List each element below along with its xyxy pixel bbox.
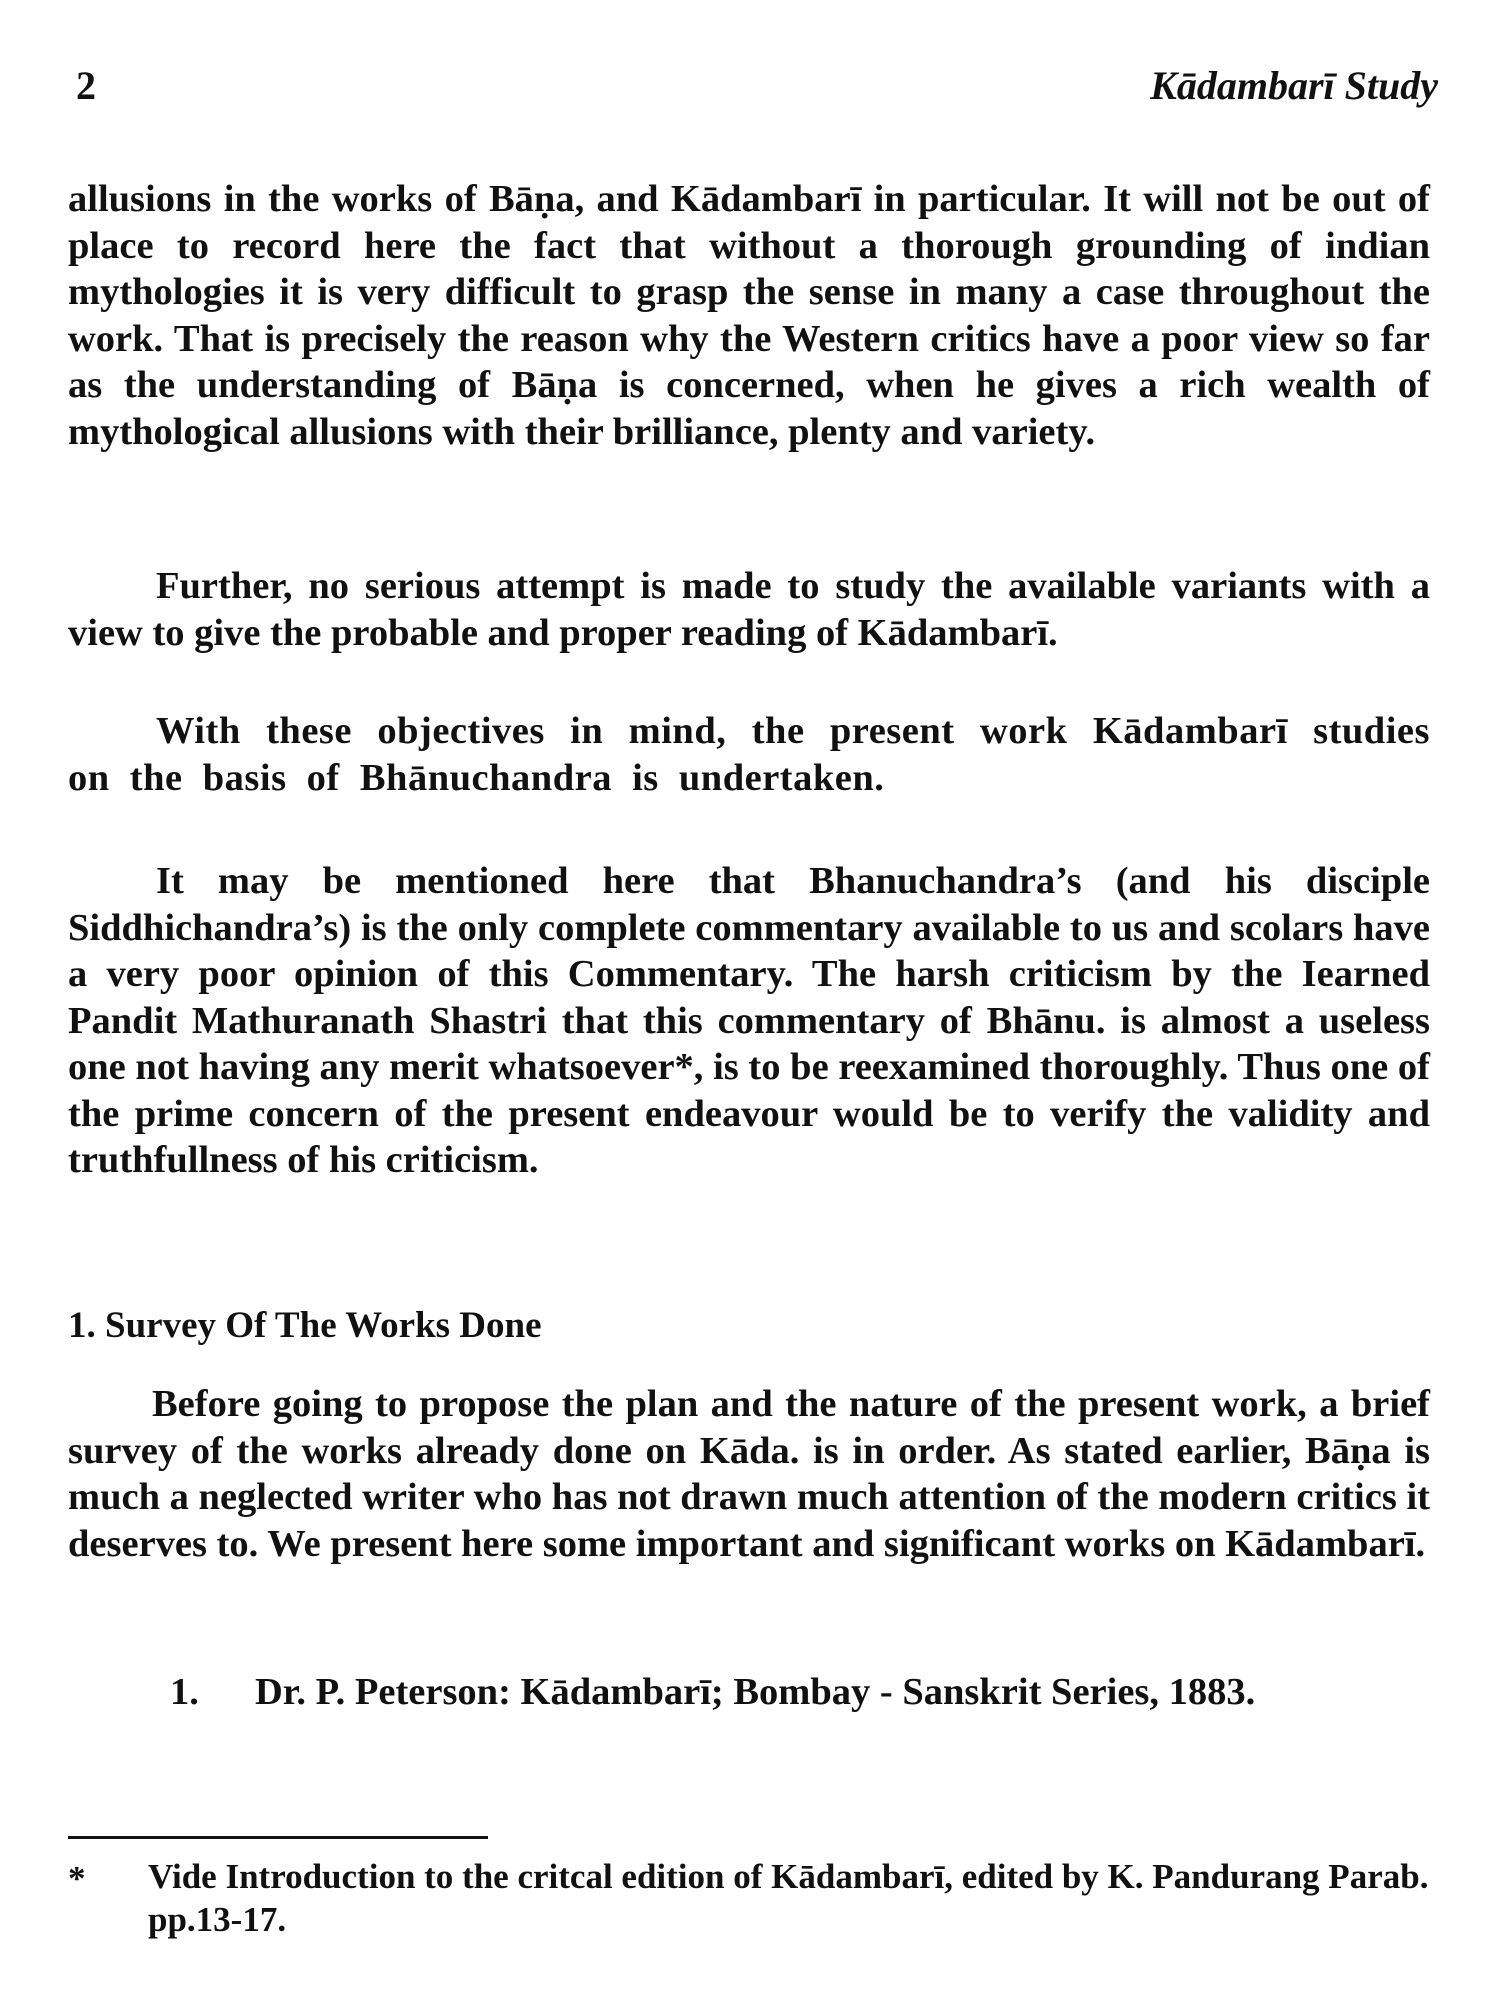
footnote-divider: [68, 1836, 488, 1839]
paragraph-1: allusions in the works of Bāṇa, and Kādambarī in particular. It will not be out of place to record here the fact that without a thorough grounding of indian mythologies it is very difficult to grasp the sense in many a case throughout the work. That is precisely the reason why the Western critics have a poor view so far as the understanding of Bāṇa is concerned, when he gives a rich wealth of mythological allusions with their brilliance, plenty and variety.: [68, 178, 1430, 453]
page-number: 2: [76, 63, 96, 108]
paragraph-2: Further, no serious attempt is made to study the available variants with a view to give the probable and proper reading of Kādambarī.: [68, 565, 1430, 654]
page-header: [76, 62, 1438, 122]
footnote-marker: *: [68, 1859, 86, 1898]
paragraph-4: It may be mentioned here that Bhanuchandra’s (and his disciple Siddhichandra’s) is the only complete commentary available to us and scolars have a very poor opinion of this Commentary. The harsh criticism by the Iearned Pandit Mathuranath Shastri that this commentary of Bhānu. is almost a useless one not having any merit whatsoever*, is to be reexamined thoroughly. Thus one of the prime concern of the present endeavour would be to verify the validity and truthfullness of his criticism.: [68, 860, 1430, 1181]
section-heading: 1. Survey Of The Works Done: [68, 1305, 542, 1346]
paragraph-3: [68, 708, 1430, 801]
list-item-number: 1.: [170, 1671, 199, 1713]
paragraph-3-text-end: on the basis of Bhānuchandra is undertaken.: [68, 756, 885, 799]
paragraph-3-text-start: With these objectives in mind, the present work: [156, 710, 1068, 752]
paragraph-5: Before going to propose the plan and the nature of the present work, a brief survey of the works already done on Kāda. is in order. As stated earlier, Bāṇa is much a neglected writer who has not drawn much attention of the modern critics it deserves to. We present here some important and significant works on Kādambarī.: [68, 1383, 1430, 1565]
list-item-text: Dr. P. Peterson: Kādambarī; Bombay - Sanskrit Series, 1883.: [255, 1671, 1256, 1713]
running-title: Kādambarī Study: [1150, 63, 1438, 108]
footnote-text: Vide Introduction to the critcal edition of Kādambarī, edited by K. Pandurang Parab. pp.13-17.: [148, 1857, 1429, 1939]
work-title-emphasis: Kādambarī studies: [1092, 710, 1430, 752]
